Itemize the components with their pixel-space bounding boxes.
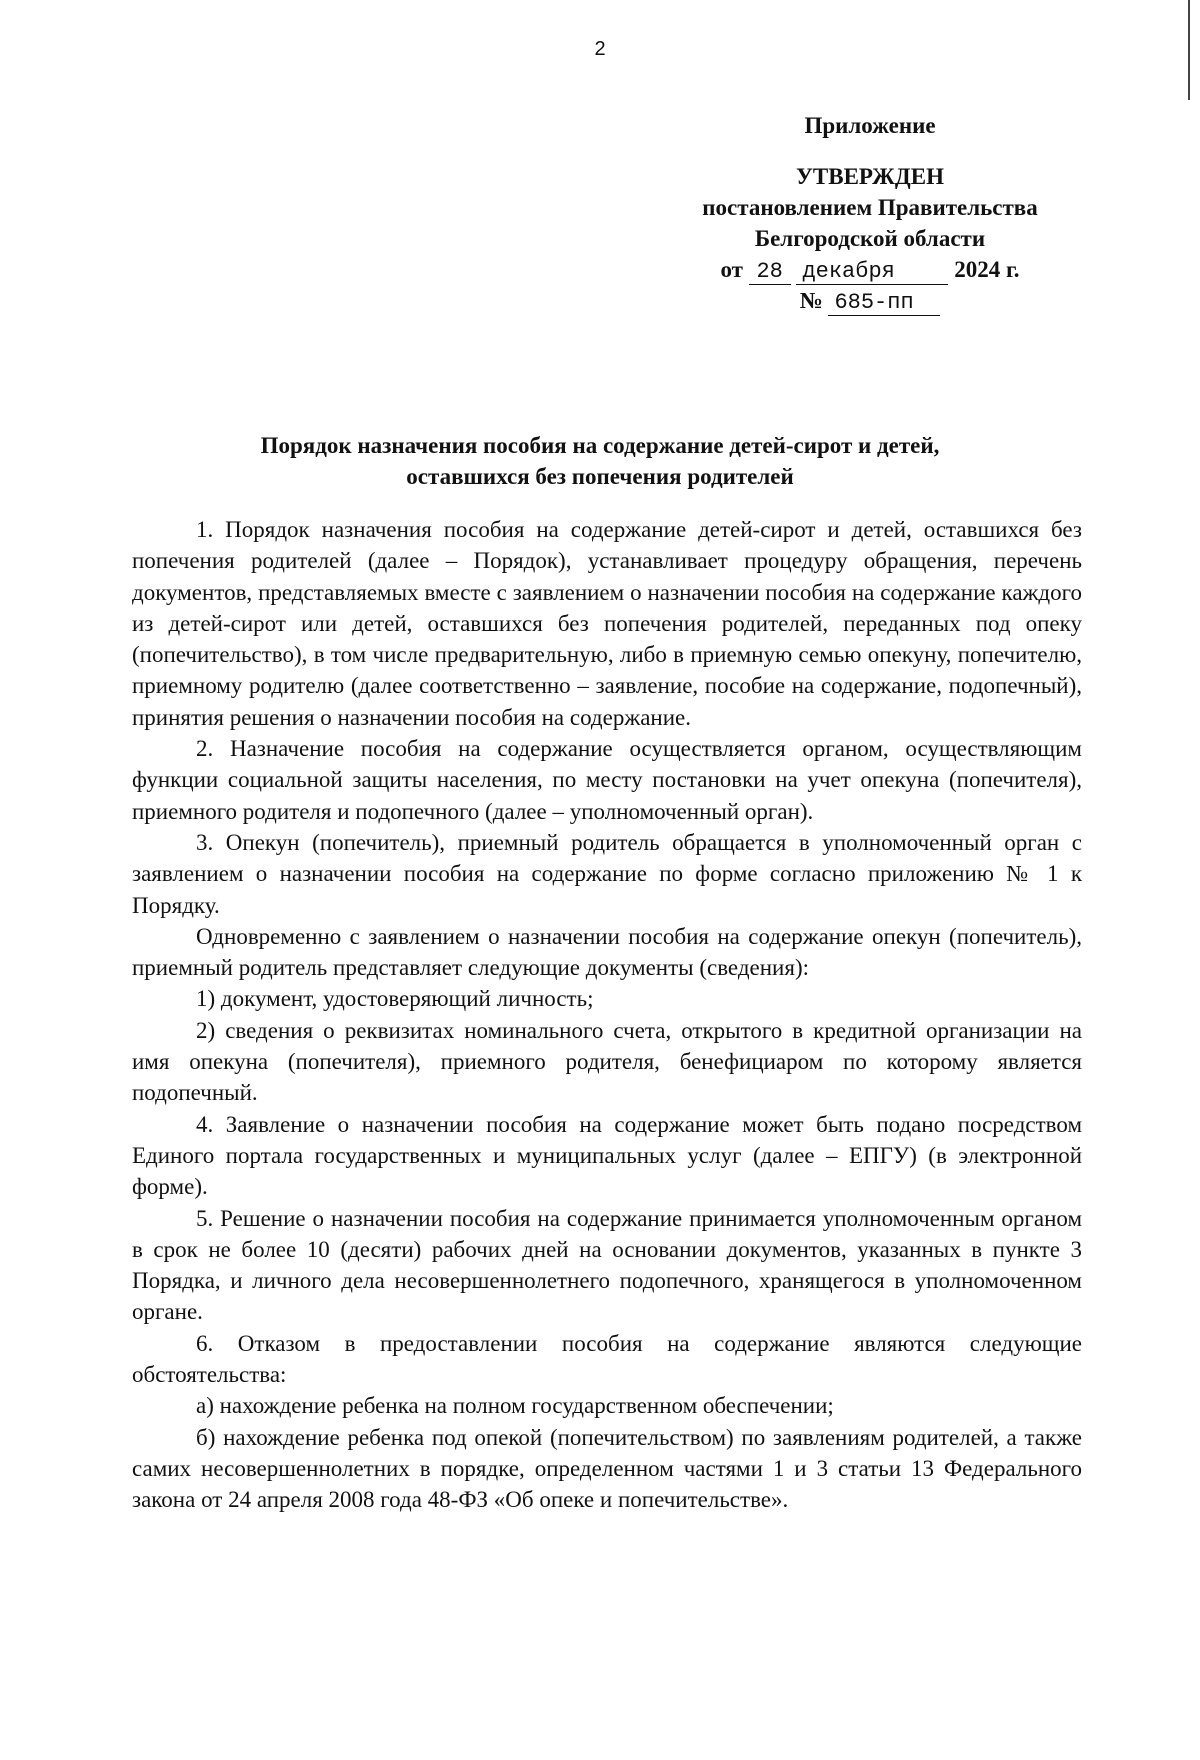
number-prefix: № [799,288,823,313]
date-month: декабря [796,260,948,285]
date-prefix: от [720,257,743,282]
document-body [132,514,1082,1516]
approval-block [640,110,1100,316]
paragraph: 1. Порядок назначения пособия на содержание детей-сирот и детей, оставшихся без попечения родителей (далее – Порядок), устанавливает процедуру обращения, перечень документов, представляемых вместе с заявлением о назначении пособия на содержание каждого из детей-сирот или детей, оставшихся без попечения родителей, переданных под опеку (попечительство), в том числе предварительную, либо в приемную семью опекуну, попечителю, приемному родителю (далее соответственно – заявление, пособие на содержание, подопечный), принятия решения о назначении пособия на содержание. [132,517,1082,730]
approved-by-line-1: постановлением Правительства [702,195,1038,220]
approved-label: УТВЕРЖДЕН [796,164,944,189]
date-day: 28 [749,260,791,285]
title-line-2: оставшихся без попечения родителей [406,464,794,489]
date-year: 2024 г. [954,257,1020,282]
paragraph: 6. Отказом в предоставлении пособия на содержание являются следующие обстоятельства: [132,1330,1082,1388]
paragraph: б) нахождение ребенка под опекой (попечительством) по заявлениям родителей, а также самих несовершеннолетних в порядке, определенном частями 1 и 3 статьи 13 Федерального закона от 24 апреля 2008 года 48-ФЗ «Об опеке и попечительстве». [132,1424,1082,1513]
approval-number [640,285,1100,316]
paragraph: 5. Решение о назначении пособия на содержание принимается уполномоченным органом в срок не более 10 (десяти) рабочих дней на основании документов, указанных в пункте 3 Порядка, и личного дела несовершеннолетнего подопечного, хранящегося в уполномоченном органе. [132,1205,1082,1325]
title-line-1: Порядок назначения пособия на содержание детей-сирот и детей, [260,433,940,458]
approved-by-line-2: Белгородской области [754,226,986,251]
paragraph: Одновременно с заявлением о назначении пособия на содержание опекун (попечитель), приемный родитель представляет следующие документы (сведения): [132,923,1082,981]
paragraph: а) нахождение ребенка на полном государственном обеспечении; [196,1393,834,1419]
paragraph: 1) документ, удостоверяющий личность; [196,986,594,1012]
paragraph: 2. Назначение пособия на содержание осуществляется органом, осуществляющим функции социальной защиты населения, по месту постановки на учет опекуна (попечителя), приемного родителя и подопечного (далее – уполномоченный орган). [132,736,1082,824]
number-value: 685-пп [828,291,940,316]
annex-label: Приложение [804,113,936,138]
document-title [130,430,1070,492]
paragraph: 3. Опекун (попечитель), приемный родитель обращается в уполномоченный орган с заявлением о назначении пособия на содержание по форме согласно приложению № 1 к Порядку. [132,829,1082,918]
paragraph: 4. Заявление о назначении пособия на содержание может быть подано посредством Единого портала государственных и муниципальных услуг (далее – ЕПГУ) (в электронной форме). [132,1111,1082,1200]
approval-date [640,254,1100,285]
paragraph: 2) сведения о реквизитах номинального счета, открытого в кредитной организации на имя опекуна (попечителя), приемного родителя, бенефициаром по которому является подопечный. [132,1017,1082,1106]
page-number: 2 [594,38,606,60]
